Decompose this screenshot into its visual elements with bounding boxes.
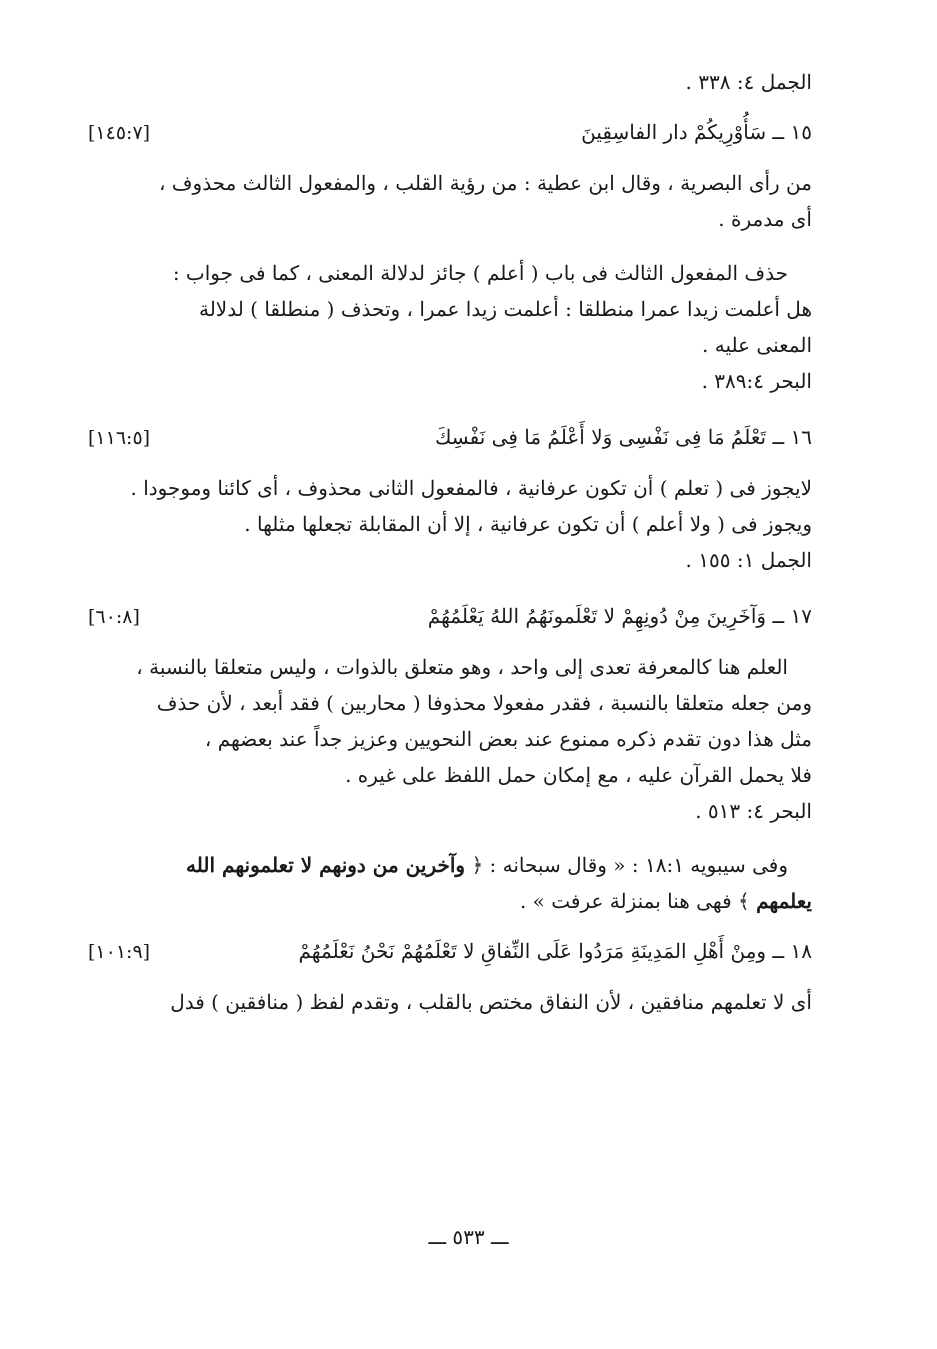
text-line: من رأى البصرية ، وقال ابن عطية : من رؤية القلب ، والمفعول الثالث محذوف ، [158,171,812,195]
verse-reference: [١٠١:٩] [88,941,151,963]
page-number: ـــ ٥٣٣ ـــ [428,1225,509,1249]
citation-line: البحر ٤: ٥١٣ . [695,799,812,823]
quoted-verse: يعلمهم [756,889,812,913]
text-line: لايجوز فى ( تعلم ) أن تكون عرفانية ، فالمفعول الثانى محذوف ، أى كائنا وموجودا . [130,476,812,500]
commentary-paragraph [88,649,812,829]
text-line: ويجوز فى ( ولا أعلم ) أن تكون عرفانية ، إلا أن المقابلة تجعلها مثلها . [244,512,812,536]
verse-text: ١٦ ــ تَعْلَمُ مَا فِى نَفْسِى وَلا أَعْلَمُ مَا فِى نَفْسِكَ [434,425,812,449]
verse-text: ١٨ ــ ومِنْ أَهْلِ المَدِينَةِ مَرَدُوا عَلَى النِّفاقِ لا تَعْلَمُهُمْ نَحْنُ نَعْلَمُهُمْ [298,939,812,963]
text-line: حذف المفعول الثالث فى باب ( أعلم ) جائز لدلالة المعنى ، كما فى جواب : [172,261,788,285]
commentary-paragraph [88,165,812,237]
verse-text: ١٥ ــ سَأُوْرِيكُمْ دار الفاسِقِينَ [581,120,812,144]
commentary-paragraph [88,470,812,578]
sibawayh-quote-paragraph [88,847,812,919]
text-line: هل أعلمت زيدا عمرا منطلقا : أعلمت زيدا عمرا ، وتحذف ( منطلقا ) لدلالة [198,297,812,321]
text-line: ومن جعله متعلقا بالنسبة ، فقدر مفعولا محذوفا ( محاربين ) فقد أبعد ، لأن حذف [156,691,812,715]
verse-16 [88,417,812,458]
verse-reference: [١١٦:٥] [88,427,151,449]
verse-18 [88,931,812,972]
verse-17 [88,596,812,637]
verse-15 [88,112,812,153]
quote-tail: ﴾ فهى هنا بمنزلة عرفت » . [519,889,750,913]
text-line: أى لا تعلمهم منافقين ، لأن النفاق مختص بالقلب ، وتقدم لفظ ( منافقين ) فدل [170,990,812,1014]
text-line: المعنى عليه . [702,333,812,357]
text-line: مثل هذا دون تقدم ذكره ممنوع عند بعض النحويين وعزيز جداً عند بعضهم ، [204,727,812,751]
page-body [88,64,812,1020]
text-line: أى مدمرة . [718,207,812,231]
commentary-paragraph [88,255,812,399]
verse-reference: [١٤٥:٧] [88,122,151,144]
quote-intro: وفى سيبويه ١٨:١ : « وقال سبحانه : ﴿ [471,853,788,877]
text-line: فلا يحمل القرآن عليه ، مع إمكان حمل اللفظ على غيره . [345,763,812,787]
text-line [88,883,812,919]
citation-line: البحر ٣٨٩:٤ . [701,369,812,393]
citation-line: الجمل ٤: ٣٣٨ . [685,70,812,94]
text-line [88,847,812,883]
commentary-paragraph [88,984,812,1020]
text-line: العلم هنا كالمعرفة تعدى إلى واحد ، وهو متعلق بالذوات ، وليس متعلقا بالنسبة ، [136,655,788,679]
verse-text: ١٧ ــ وَآخَرِينَ مِنْ دُونِهِمْ لا تَعْلَمونَهُمُ اللهُ يَعْلَمُهُمْ [427,604,812,628]
citation-line: الجمل ١: ١٥٥ . [685,548,812,572]
verse-reference: [٦٠:٨] [88,606,140,628]
quoted-verse: وآخرين من دونهم لا تعلمونهم الله [186,853,466,877]
